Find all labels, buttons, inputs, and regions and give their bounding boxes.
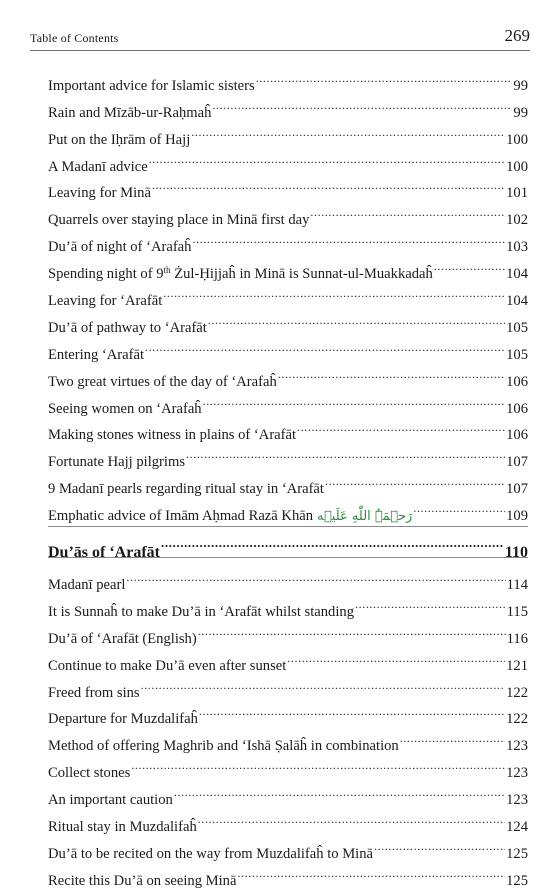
dot-leader bbox=[310, 197, 505, 224]
dot-leader bbox=[163, 278, 505, 305]
entry-page: 106 bbox=[506, 400, 528, 417]
entry-page: 106 bbox=[506, 373, 528, 390]
entry-page: 123 bbox=[506, 765, 528, 782]
entry-title: Making stones witness in plains of ‘Arafāt bbox=[48, 427, 297, 444]
entry-title: 9 Madanī pearls regarding ritual stay in ‘Arafāt bbox=[48, 481, 324, 498]
entry-page: 104 bbox=[506, 293, 528, 310]
entry-title: Collect stones bbox=[48, 765, 131, 782]
dot-leader bbox=[355, 589, 506, 616]
entry-title: Du’ā of night of ‘Arafaĥ bbox=[48, 239, 192, 256]
entry-page: 114 bbox=[506, 577, 528, 594]
ordinal-suffix: th bbox=[163, 265, 171, 276]
entry-page: 123 bbox=[506, 792, 528, 809]
section-page: 110 bbox=[504, 544, 528, 562]
dot-leader bbox=[141, 670, 506, 697]
entry-title: Leaving for ‘Arafāt bbox=[48, 293, 163, 310]
entry-title: Two great virtues of the day of ‘Arafaĥ bbox=[48, 373, 277, 390]
entry-title: Ritual stay in Muzdalifaĥ bbox=[48, 819, 197, 836]
entry-page: 124 bbox=[506, 819, 528, 836]
dot-leader bbox=[212, 90, 512, 117]
entry-title: Madanī pearl bbox=[48, 577, 126, 594]
entry-title-text: Emphatic advice of Imām Aḥmad Razā Khān bbox=[48, 508, 314, 525]
entry-title: Seeing women on ‘Arafaĥ bbox=[48, 400, 202, 417]
dot-leader bbox=[400, 723, 505, 750]
entry-title: Entering ‘Arafāt bbox=[48, 346, 145, 363]
entry-title: Du’ā to be recited on the way from Muzdalifaĥ to Minā bbox=[48, 845, 374, 862]
entry-page: 99 bbox=[513, 104, 528, 121]
entry-title: Method of offering Maghrib and ‘Ishā Ṣalāĥ in combination bbox=[48, 738, 399, 755]
dot-leader bbox=[297, 413, 505, 440]
entry-page: 100 bbox=[506, 158, 528, 175]
dot-leader bbox=[199, 697, 505, 724]
entry-title: It is Sunnaĥ to make Du’ā in ‘Arafāt whilst standing bbox=[48, 603, 355, 620]
entry-page: 107 bbox=[506, 481, 528, 498]
table-of-contents bbox=[48, 63, 528, 889]
entry-title: Fortunate Hajj pilgrims bbox=[48, 454, 186, 471]
entry-page: 125 bbox=[506, 872, 528, 889]
dot-leader bbox=[198, 804, 505, 831]
entry-title-start: Spending night of 9 bbox=[48, 266, 164, 283]
entry-title: Du’ā of ‘Arafāt (English) bbox=[48, 630, 197, 647]
entry-title: Quarrels over staying place in Minā first day bbox=[48, 212, 310, 229]
entry-title: Departure for Muzdalifaĥ bbox=[48, 711, 198, 728]
dot-leader bbox=[149, 144, 505, 171]
dot-leader bbox=[374, 831, 505, 858]
entry-page: 106 bbox=[506, 427, 528, 444]
entry-title: A Madanī advice bbox=[48, 158, 148, 175]
entry-page: 103 bbox=[506, 239, 528, 256]
arabic-honorific: رَحۡمَۃُ اللّٰهِ عَلَيۡه bbox=[317, 509, 413, 525]
entry-page: 104 bbox=[506, 266, 528, 283]
entry-title: Rain and Mīzāb-ur-Raḥmaĥ bbox=[48, 104, 212, 121]
toc-entry[interactable] bbox=[48, 63, 528, 94]
entry-title: Freed from sins bbox=[48, 684, 140, 701]
section-title: Du’ās of ‘Arafāt bbox=[48, 544, 160, 562]
entry-page: 115 bbox=[506, 603, 528, 620]
entry-title: An important caution bbox=[48, 792, 173, 809]
entry-page: 105 bbox=[506, 346, 528, 363]
running-title: Table of Contents bbox=[30, 31, 119, 45]
entry-title-end: Żul-Ḥijjaĥ in Minā is Sunnat-ul-Muakkadaĥ bbox=[170, 266, 433, 283]
dot-leader bbox=[256, 63, 513, 90]
entry-page: 100 bbox=[506, 131, 528, 148]
entry-title: Du’ā of pathway to ‘Arafāt bbox=[48, 319, 207, 336]
dot-leader bbox=[198, 616, 506, 643]
entry-page: 123 bbox=[506, 738, 528, 755]
entry-title: Recite this Du’ā on seeing Minā bbox=[48, 872, 237, 889]
entry-page: 122 bbox=[506, 684, 528, 701]
dot-leader bbox=[152, 171, 505, 198]
entry-page: 109 bbox=[506, 508, 528, 525]
dot-leader bbox=[126, 562, 505, 589]
dot-leader bbox=[131, 750, 505, 777]
entry-title: Important advice for Islamic sisters bbox=[48, 77, 255, 94]
dot-leader bbox=[174, 777, 505, 804]
dot-leader bbox=[278, 359, 505, 386]
dot-leader bbox=[203, 386, 506, 413]
entry-page: 101 bbox=[506, 185, 528, 202]
entry-title: Leaving for Minā bbox=[48, 185, 151, 202]
dot-leader bbox=[325, 466, 505, 493]
entry-page: 102 bbox=[506, 212, 528, 229]
page-number: 269 bbox=[504, 26, 530, 45]
entry-page: 122 bbox=[506, 711, 528, 728]
entry-title: Put on the Iḥrām of Hajj bbox=[48, 131, 191, 148]
dot-leader bbox=[287, 643, 505, 670]
entry-page: 105 bbox=[506, 319, 528, 336]
dot-leader bbox=[186, 439, 505, 466]
dot-leader bbox=[161, 527, 504, 557]
entry-page: 121 bbox=[506, 657, 528, 674]
entry-page: 125 bbox=[506, 845, 528, 862]
entry-page: 99 bbox=[513, 77, 528, 94]
dot-leader bbox=[191, 117, 505, 144]
dot-leader bbox=[145, 332, 505, 359]
dot-leader bbox=[208, 305, 505, 332]
dot-leader bbox=[413, 493, 505, 520]
entry-title: Continue to make Du’ā even after sunset bbox=[48, 657, 287, 674]
dot-leader bbox=[434, 251, 505, 278]
dot-leader bbox=[237, 858, 505, 885]
dot-leader bbox=[192, 224, 505, 251]
page-header bbox=[30, 22, 530, 51]
entry-page: 116 bbox=[506, 630, 528, 647]
entry-page: 107 bbox=[506, 454, 528, 471]
